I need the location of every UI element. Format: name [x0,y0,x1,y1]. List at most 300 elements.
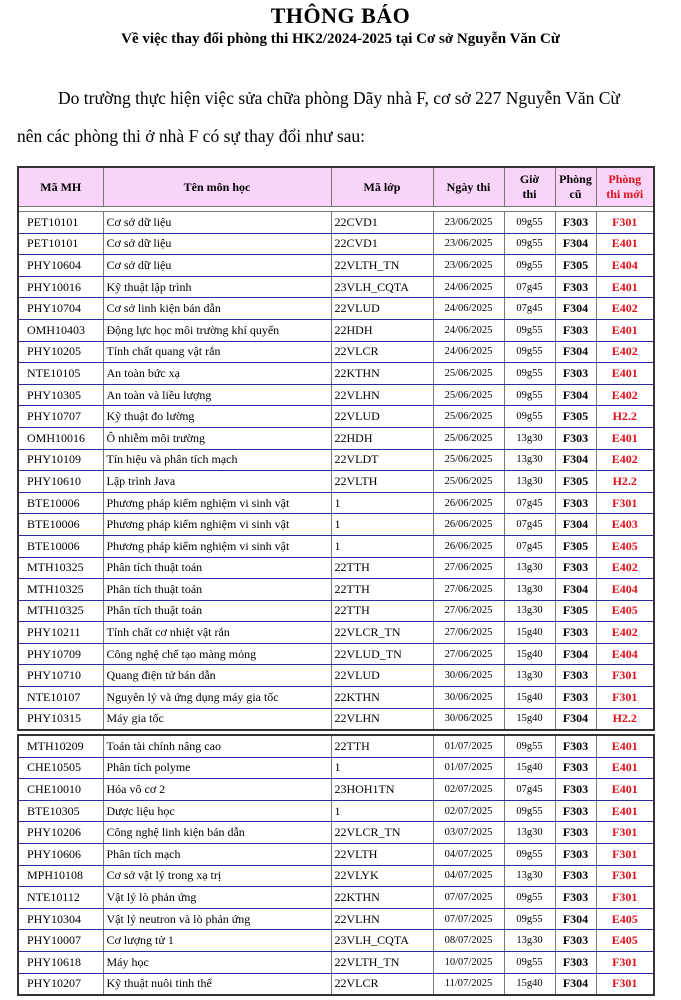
cell-exam-date: 24/06/2025 [433,319,504,341]
cell-course-name: Kỹ thuật nuôi tinh thể [103,973,331,995]
table-row [18,276,654,298]
cell-class-code: 1 [331,800,433,822]
cell-exam-date: 11/07/2025 [433,973,504,995]
cell-exam-time: 13g30 [504,579,555,601]
cell-course-name: Cơ sở linh kiện bán dẫn [103,298,331,320]
cell-course-code: MPH10108 [18,865,103,887]
cell-course-name: Phương pháp kiểm nghiệm vi sinh vật [103,535,331,557]
cell-course-code: PHY10207 [18,973,103,995]
cell-course-name: Lập trình Java [103,471,331,493]
cell-new-room: E405 [596,600,654,622]
cell-old-room: F305 [555,600,596,622]
cell-old-room: F303 [555,930,596,952]
cell-new-room: E402 [596,384,654,406]
cell-class-code: 22VLUD [331,406,433,428]
cell-old-room: F303 [555,757,596,779]
cell-new-room: F301 [596,687,654,709]
cell-exam-time: 09g55 [504,887,555,909]
cell-exam-time: 09g55 [504,341,555,363]
cell-exam-time: 09g55 [504,800,555,822]
cell-course-name: Máy học [103,951,331,973]
table-row [18,973,654,995]
table-header-row [18,167,654,207]
cell-course-name: Cơ sở dữ liệu [103,212,331,234]
cell-class-code: 22KTHN [331,687,433,709]
table-row [18,557,654,579]
cell-exam-date: 30/06/2025 [433,687,504,709]
cell-course-name: Cơ sở vật lý trong xạ trị [103,865,331,887]
header-course-code: Mã MH [18,167,103,207]
table-row [18,735,654,757]
cell-class-code: 22VLDT [331,449,433,471]
cell-exam-time: 13g30 [504,471,555,493]
cell-exam-time: 15g40 [504,622,555,644]
table-row [18,622,654,644]
table-row [18,535,654,557]
cell-course-code: NTE10112 [18,887,103,909]
cell-new-room: F301 [596,887,654,909]
cell-course-name: Phân tích thuật toán [103,600,331,622]
table-row [18,492,654,514]
cell-exam-date: 23/06/2025 [433,233,504,255]
cell-old-room: F303 [555,779,596,801]
cell-exam-date: 02/07/2025 [433,779,504,801]
table-row [18,822,654,844]
cell-old-room: F303 [555,822,596,844]
cell-class-code: 22VLTH_TN [331,255,433,277]
cell-exam-time: 09g55 [504,384,555,406]
cell-exam-date: 25/06/2025 [433,471,504,493]
cell-old-room: F303 [555,887,596,909]
cell-new-room: E401 [596,363,654,385]
cell-course-name: Cơ sở dữ liệu [103,233,331,255]
cell-old-room: F303 [555,276,596,298]
cell-exam-date: 23/06/2025 [433,212,504,234]
cell-old-room: F303 [555,427,596,449]
cell-exam-time: 13g30 [504,665,555,687]
cell-new-room: E401 [596,735,654,757]
cell-new-room: H2.2 [596,406,654,428]
cell-course-code: MTH10325 [18,579,103,601]
cell-exam-date: 04/07/2025 [433,865,504,887]
cell-old-room: F304 [555,579,596,601]
table-row [18,406,654,428]
cell-course-code: BTE10006 [18,535,103,557]
cell-class-code: 22VLUD [331,298,433,320]
cell-exam-date: 23/06/2025 [433,255,504,277]
cell-class-code: 22KTHN [331,887,433,909]
cell-new-room: F301 [596,492,654,514]
cell-exam-date: 25/06/2025 [433,406,504,428]
cell-new-room: E401 [596,800,654,822]
cell-class-code: 22VLUD [331,665,433,687]
cell-course-code: PHY10710 [18,665,103,687]
cell-old-room: F304 [555,449,596,471]
cell-exam-time: 09g55 [504,735,555,757]
cell-exam-time: 09g55 [504,255,555,277]
cell-old-room: F304 [555,298,596,320]
cell-new-room: F301 [596,665,654,687]
cell-old-room: F305 [555,406,596,428]
cell-old-room: F303 [555,951,596,973]
cell-class-code: 22VLHN [331,384,433,406]
cell-exam-date: 27/06/2025 [433,557,504,579]
cell-exam-date: 26/06/2025 [433,492,504,514]
cell-old-room: F303 [555,319,596,341]
cell-course-name: Máy gia tốc [103,708,331,730]
cell-course-code: NTE10105 [18,363,103,385]
cell-old-room: F303 [555,800,596,822]
cell-course-code: PHY10109 [18,449,103,471]
cell-course-code: PET10101 [18,233,103,255]
cell-course-name: Toán tài chính nâng cao [103,735,331,757]
cell-old-room: F304 [555,233,596,255]
cell-class-code: 22VLTH_TN [331,951,433,973]
cell-old-room: F304 [555,643,596,665]
cell-exam-date: 30/06/2025 [433,708,504,730]
cell-old-room: F305 [555,471,596,493]
table-row [18,255,654,277]
cell-old-room: F303 [555,665,596,687]
cell-exam-date: 27/06/2025 [433,643,504,665]
header-old-room: Phòng cũ [555,167,596,207]
cell-old-room: F305 [555,255,596,277]
cell-course-name: Quang điện tử bán dẫn [103,665,331,687]
table-row [18,779,654,801]
cell-new-room: E402 [596,449,654,471]
cell-exam-date: 30/06/2025 [433,665,504,687]
cell-old-room: F303 [555,622,596,644]
cell-exam-time: 13g30 [504,822,555,844]
cell-class-code: 22CVD1 [331,233,433,255]
header-class-code: Mã lớp [331,167,433,207]
header-exam-date: Ngày thi [433,167,504,207]
cell-class-code: 22TTH [331,600,433,622]
header-new-room: Phòng thi mới [596,167,654,207]
cell-class-code: 22VLUD_TN [331,643,433,665]
cell-course-code: OMH10403 [18,319,103,341]
cell-class-code: 22TTH [331,579,433,601]
cell-course-code: PHY10305 [18,384,103,406]
cell-exam-date: 01/07/2025 [433,757,504,779]
table-row [18,865,654,887]
cell-new-room: F301 [596,843,654,865]
cell-exam-date: 07/07/2025 [433,887,504,909]
cell-course-name: Tín hiệu và phân tích mạch [103,449,331,471]
table-row [18,708,654,730]
cell-class-code: 22VLCR [331,341,433,363]
cell-course-code: PHY10704 [18,298,103,320]
cell-course-name: Phương pháp kiểm nghiệm vi sinh vật [103,514,331,536]
cell-exam-date: 27/06/2025 [433,600,504,622]
cell-course-name: Công nghệ chế tạo màng mỏng [103,643,331,665]
cell-exam-date: 26/06/2025 [433,535,504,557]
cell-course-name: An toàn và liều lượng [103,384,331,406]
cell-course-name: Cơ lượng tử 1 [103,930,331,952]
cell-old-room: F303 [555,212,596,234]
cell-new-room: E402 [596,557,654,579]
table-row [18,757,654,779]
cell-course-name: Hóa vô cơ 2 [103,779,331,801]
cell-course-name: Công nghệ linh kiện bán dẫn [103,822,331,844]
cell-course-name: Vật lý lò phản ứng [103,887,331,909]
cell-course-code: MTH10325 [18,557,103,579]
cell-class-code: 22VLCR_TN [331,622,433,644]
cell-exam-date: 08/07/2025 [433,930,504,952]
cell-old-room: F303 [555,735,596,757]
cell-old-room: F304 [555,973,596,995]
cell-exam-date: 10/07/2025 [433,951,504,973]
cell-class-code: 22VLCR_TN [331,822,433,844]
cell-old-room: F303 [555,363,596,385]
cell-course-name: Kỹ thuật đo lường [103,406,331,428]
cell-exam-date: 26/06/2025 [433,514,504,536]
cell-exam-time: 13g30 [504,865,555,887]
table-row [18,319,654,341]
cell-class-code: 1 [331,535,433,557]
cell-old-room: F304 [555,384,596,406]
cell-old-room: F304 [555,341,596,363]
cell-course-name: Phân tích mạch [103,843,331,865]
cell-course-code: PHY10211 [18,622,103,644]
cell-exam-date: 24/06/2025 [433,298,504,320]
table-row [18,427,654,449]
table-row [18,341,654,363]
cell-new-room: E401 [596,779,654,801]
cell-new-room: E404 [596,579,654,601]
cell-course-code: MTH10325 [18,600,103,622]
cell-old-room: F304 [555,708,596,730]
cell-exam-date: 03/07/2025 [433,822,504,844]
cell-class-code: 1 [331,757,433,779]
cell-course-name: Phương pháp kiểm nghiệm vi sinh vật [103,492,331,514]
cell-course-code: PHY10610 [18,471,103,493]
cell-class-code: 22VLHN [331,908,433,930]
cell-old-room: F303 [555,492,596,514]
notice-subtitle: Về việc thay đổi phòng thi HK2/2024-2025 tại Cơ sở Nguyễn Văn Cừ [121,31,560,47]
cell-new-room: E404 [596,643,654,665]
cell-course-name: Cơ sở dữ liệu [103,255,331,277]
cell-old-room: F303 [555,843,596,865]
cell-class-code: 22HDH [331,319,433,341]
cell-class-code: 1 [331,514,433,536]
cell-course-code: BTE10006 [18,492,103,514]
schedule-table-part-1 [17,166,655,731]
cell-class-code: 22TTH [331,735,433,757]
cell-exam-time: 13g30 [504,557,555,579]
table-row [18,600,654,622]
table-row [18,930,654,952]
cell-exam-time: 07g45 [504,514,555,536]
cell-new-room: E401 [596,757,654,779]
cell-new-room: E402 [596,298,654,320]
cell-new-room: F301 [596,822,654,844]
cell-course-code: PHY10007 [18,930,103,952]
cell-course-name: Động lực học môi trường khí quyển [103,319,331,341]
cell-new-room: H2.2 [596,708,654,730]
cell-old-room: F303 [555,687,596,709]
cell-exam-time: 09g55 [504,233,555,255]
cell-new-room: E403 [596,514,654,536]
cell-new-room: F301 [596,951,654,973]
cell-course-code: PHY10606 [18,843,103,865]
cell-exam-date: 25/06/2025 [433,427,504,449]
cell-exam-time: 07g45 [504,535,555,557]
cell-exam-time: 13g30 [504,427,555,449]
cell-exam-time: 13g30 [504,449,555,471]
cell-course-name: Tính chất quang vật rắn [103,341,331,363]
cell-class-code: 22CVD1 [331,212,433,234]
cell-course-code: BTE10305 [18,800,103,822]
cell-course-code: PHY10304 [18,908,103,930]
cell-course-code: PHY10315 [18,708,103,730]
cell-old-room: F304 [555,514,596,536]
cell-new-room: H2.2 [596,471,654,493]
cell-new-room: E401 [596,427,654,449]
cell-exam-time: 09g55 [504,908,555,930]
header-course-name: Tên môn học [103,167,331,207]
cell-old-room: F303 [555,557,596,579]
table-row [18,665,654,687]
cell-exam-date: 27/06/2025 [433,579,504,601]
schedule-table-part-2 [17,734,655,996]
cell-exam-time: 09g55 [504,363,555,385]
cell-exam-time: 15g40 [504,973,555,995]
table-row [18,687,654,709]
cell-exam-date: 01/07/2025 [433,735,504,757]
cell-exam-time: 13g30 [504,600,555,622]
cell-exam-time: 07g45 [504,298,555,320]
table-row [18,643,654,665]
cell-exam-time: 09g55 [504,843,555,865]
cell-exam-date: 04/07/2025 [433,843,504,865]
cell-exam-date: 25/06/2025 [433,384,504,406]
cell-class-code: 22VLTH [331,471,433,493]
cell-course-code: PHY10016 [18,276,103,298]
cell-new-room: E401 [596,319,654,341]
cell-exam-time: 07g45 [504,492,555,514]
table-row [18,384,654,406]
cell-course-code: NTE10107 [18,687,103,709]
table-row [18,579,654,601]
cell-class-code: 22VLTH [331,843,433,865]
cell-exam-date: 24/06/2025 [433,341,504,363]
cell-class-code: 22VLHN [331,708,433,730]
cell-exam-date: 25/06/2025 [433,449,504,471]
cell-course-code: PHY10604 [18,255,103,277]
table-row [18,471,654,493]
cell-new-room: E405 [596,908,654,930]
table-row [18,514,654,536]
cell-course-name: Ô nhiễm môi trường [103,427,331,449]
cell-exam-date: 24/06/2025 [433,276,504,298]
cell-new-room: F301 [596,973,654,995]
cell-new-room: E402 [596,622,654,644]
cell-course-name: Vật lý neutron và lò phản ứng [103,908,331,930]
cell-exam-time: 15g40 [504,757,555,779]
cell-new-room: E405 [596,930,654,952]
cell-new-room: E401 [596,276,654,298]
cell-class-code: 22VLYK [331,865,433,887]
table-row [18,800,654,822]
table-row [18,363,654,385]
cell-course-code: BTE10006 [18,514,103,536]
intro-line-1: Do trường thực hiện việc sửa chữa phòng Dãy nhà F, cơ sở 227 Nguyễn Văn Cừ [58,88,620,108]
cell-course-code: PHY10205 [18,341,103,363]
cell-new-room: E405 [596,535,654,557]
cell-course-name: Nguyên lý và ứng dụng máy gia tốc [103,687,331,709]
cell-course-code: OMH10016 [18,427,103,449]
table-row [18,951,654,973]
cell-class-code: 23HOH1TN [331,779,433,801]
cell-exam-time: 07g45 [504,779,555,801]
cell-course-code: CHE10010 [18,779,103,801]
table-row [18,887,654,909]
cell-old-room: F305 [555,535,596,557]
cell-course-code: PHY10709 [18,643,103,665]
table-row [18,908,654,930]
cell-new-room: E404 [596,255,654,277]
table-row [18,298,654,320]
cell-course-code: CHE10505 [18,757,103,779]
cell-exam-date: 27/06/2025 [433,622,504,644]
intro-line-2: nên các phòng thi ở nhà F có sự thay đổi như sau: [17,126,366,146]
table-row [18,212,654,234]
cell-course-name: Dược liệu học [103,800,331,822]
cell-class-code: 23VLH_CQTA [331,276,433,298]
cell-new-room: F301 [596,212,654,234]
cell-class-code: 22TTH [331,557,433,579]
cell-new-room: F301 [596,865,654,887]
cell-class-code: 23VLH_CQTA [331,930,433,952]
table-row [18,843,654,865]
cell-exam-date: 07/07/2025 [433,908,504,930]
cell-exam-time: 09g55 [504,319,555,341]
cell-course-name: Phân tích thuật toán [103,557,331,579]
cell-old-room: F304 [555,908,596,930]
cell-exam-date: 02/07/2025 [433,800,504,822]
cell-old-room: F303 [555,865,596,887]
cell-course-name: Phân tích polyme [103,757,331,779]
cell-course-code: PHY10206 [18,822,103,844]
cell-exam-time: 13g30 [504,930,555,952]
cell-class-code: 22KTHN [331,363,433,385]
table-row [18,233,654,255]
notice-title: THÔNG BÁO [270,3,411,28]
cell-class-code: 1 [331,492,433,514]
cell-course-code: PET10101 [18,212,103,234]
cell-exam-time: 15g40 [504,643,555,665]
header-exam-time: Giờ thi [504,167,555,207]
cell-exam-time: 15g40 [504,687,555,709]
cell-class-code: 22HDH [331,427,433,449]
cell-course-name: Phân tích thuật toán [103,579,331,601]
table-row [18,449,654,471]
cell-class-code: 22VLCR [331,973,433,995]
cell-exam-time: 07g45 [504,276,555,298]
cell-course-name: Tính chất cơ nhiệt vật rắn [103,622,331,644]
cell-course-name: An toàn bức xạ [103,363,331,385]
cell-new-room: E402 [596,341,654,363]
cell-course-code: MTH10209 [18,735,103,757]
cell-exam-time: 15g40 [504,708,555,730]
cell-course-code: PHY10707 [18,406,103,428]
cell-exam-date: 25/06/2025 [433,363,504,385]
cell-exam-time: 09g55 [504,212,555,234]
cell-exam-time: 09g55 [504,406,555,428]
cell-exam-time: 09g55 [504,951,555,973]
cell-course-code: PHY10618 [18,951,103,973]
